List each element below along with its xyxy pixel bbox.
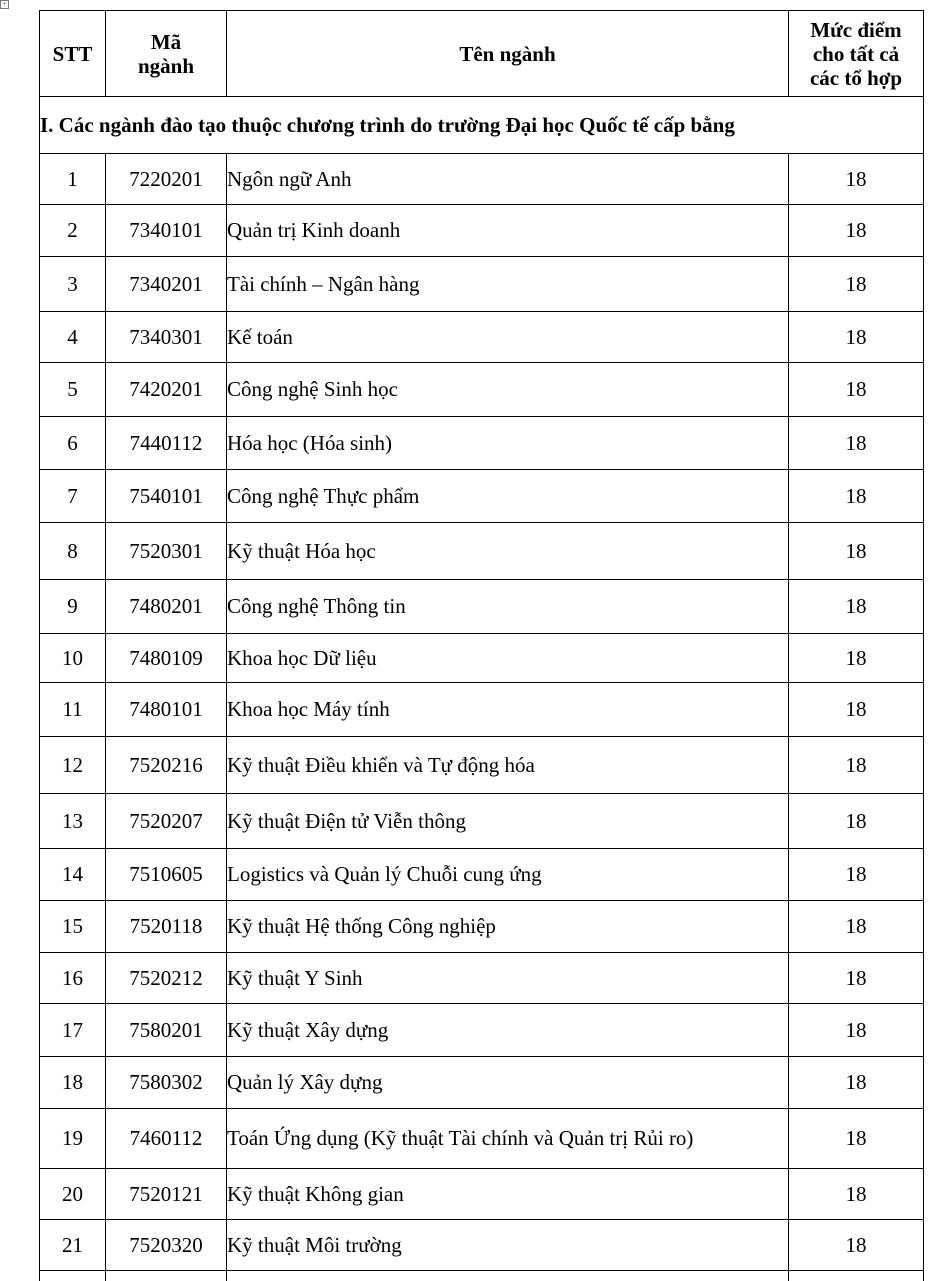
row-name: Kỹ thuật Xây dựng (227, 1004, 789, 1057)
row-stt: 5 (40, 363, 106, 417)
row-stt: 4 (40, 312, 106, 363)
row-name: Khoa học Dữ liệu (227, 634, 789, 683)
row-stt: 12 (40, 737, 106, 794)
row-name: Quản trị Kinh doanh (227, 205, 789, 257)
row-name: Kỹ thuật Môi trường (227, 1220, 789, 1271)
row-score: 18 (789, 417, 924, 470)
row-code: 7480101 (106, 683, 227, 737)
row-score: 18 (789, 683, 924, 737)
row-stt: 19 (40, 1109, 106, 1169)
row-score: 18 (789, 257, 924, 312)
partial-cell (789, 1271, 924, 1281)
row-stt: 9 (40, 580, 106, 634)
row-stt: 8 (40, 523, 106, 580)
row-score: 18 (789, 849, 924, 901)
row-score: 18 (789, 363, 924, 417)
table-row (40, 417, 924, 470)
row-score: 18 (789, 154, 924, 205)
row-name: Công nghệ Sinh học (227, 363, 789, 417)
table-row (40, 523, 924, 580)
row-name: Hóa học (Hóa sinh) (227, 417, 789, 470)
row-score: 18 (789, 634, 924, 683)
row-score: 18 (789, 205, 924, 257)
table-row (40, 1004, 924, 1057)
table-row (40, 901, 924, 953)
row-code: 7510605 (106, 849, 227, 901)
row-code: 7520320 (106, 1220, 227, 1271)
row-code: 7440112 (106, 417, 227, 470)
row-score: 18 (789, 953, 924, 1004)
table-row (40, 849, 924, 901)
row-code: 7220201 (106, 154, 227, 205)
table-body (40, 97, 924, 1281)
row-code: 7520301 (106, 523, 227, 580)
admissions-table (39, 10, 924, 1281)
table-row (40, 580, 924, 634)
row-score: 18 (789, 1057, 924, 1109)
row-score: 18 (789, 312, 924, 363)
row-name: Kế toán (227, 312, 789, 363)
table-row (40, 470, 924, 523)
row-score: 18 (789, 580, 924, 634)
row-stt: 1 (40, 154, 106, 205)
row-stt: 16 (40, 953, 106, 1004)
table-row (40, 794, 924, 849)
row-name: Kỹ thuật Không gian (227, 1169, 789, 1220)
row-stt: 6 (40, 417, 106, 470)
row-stt: 10 (40, 634, 106, 683)
row-code: 7520121 (106, 1169, 227, 1220)
row-stt: 2 (40, 205, 106, 257)
table-row (40, 257, 924, 312)
row-code: 7520207 (106, 794, 227, 849)
row-name: Kỹ thuật Điện tử Viễn thông (227, 794, 789, 849)
table-row (40, 205, 924, 257)
row-code: 7460112 (106, 1109, 227, 1169)
row-code: 7420201 (106, 363, 227, 417)
table-row (40, 737, 924, 794)
header-code: Mã ngành (106, 11, 227, 97)
row-code: 7520212 (106, 953, 227, 1004)
table-move-handle[interactable]: + (0, 0, 9, 9)
section-row (40, 97, 924, 154)
row-name: Công nghệ Thông tin (227, 580, 789, 634)
table-row (40, 312, 924, 363)
row-name: Khoa học Máy tính (227, 683, 789, 737)
header-name: Tên ngành (227, 11, 789, 97)
partial-cell (227, 1271, 789, 1281)
partial-cell (40, 1271, 106, 1281)
row-code: 7340201 (106, 257, 227, 312)
row-stt: 13 (40, 794, 106, 849)
table-row (40, 683, 924, 737)
row-score: 18 (789, 1220, 924, 1271)
row-stt: 14 (40, 849, 106, 901)
row-name: Kỹ thuật Hóa học (227, 523, 789, 580)
row-code: 7340301 (106, 312, 227, 363)
header-row (40, 11, 924, 97)
row-stt: 18 (40, 1057, 106, 1109)
table-row (40, 1057, 924, 1109)
table-row (40, 634, 924, 683)
row-score: 18 (789, 737, 924, 794)
row-name: Quản lý Xây dựng (227, 1057, 789, 1109)
row-score: 18 (789, 901, 924, 953)
row-name: Kỹ thuật Điều khiển và Tự động hóa (227, 737, 789, 794)
table-row (40, 1169, 924, 1220)
row-stt: 7 (40, 470, 106, 523)
row-code: 7520216 (106, 737, 227, 794)
row-name: Kỹ thuật Hệ thống Công nghiệp (227, 901, 789, 953)
row-stt: 20 (40, 1169, 106, 1220)
row-name: Ngôn ngữ Anh (227, 154, 789, 205)
row-score: 18 (789, 1004, 924, 1057)
row-code: 7340101 (106, 205, 227, 257)
row-score: 18 (789, 1109, 924, 1169)
table-row-partial (40, 1271, 924, 1281)
table-row (40, 1109, 924, 1169)
row-stt: 15 (40, 901, 106, 953)
row-code: 7520118 (106, 901, 227, 953)
row-code: 7480109 (106, 634, 227, 683)
row-code: 7580201 (106, 1004, 227, 1057)
row-name: Công nghệ Thực phẩm (227, 470, 789, 523)
table-row (40, 363, 924, 417)
row-score: 18 (789, 1169, 924, 1220)
row-stt: 17 (40, 1004, 106, 1057)
row-stt: 21 (40, 1220, 106, 1271)
row-name: Logistics và Quản lý Chuỗi cung ứng (227, 849, 789, 901)
row-code: 7540101 (106, 470, 227, 523)
row-score: 18 (789, 470, 924, 523)
row-code: 7480201 (106, 580, 227, 634)
table-row (40, 1220, 924, 1271)
row-code: 7580302 (106, 1057, 227, 1109)
row-stt: 11 (40, 683, 106, 737)
table-row (40, 953, 924, 1004)
row-name: Toán Ứng dụng (Kỹ thuật Tài chính và Quản trị Rủi ro) (227, 1109, 789, 1169)
header-score: Mức điểm cho tất cả các tổ hợp (789, 11, 924, 97)
row-score: 18 (789, 523, 924, 580)
partial-cell (106, 1271, 227, 1281)
row-stt: 3 (40, 257, 106, 312)
table-row (40, 154, 924, 205)
row-name: Tài chính – Ngân hàng (227, 257, 789, 312)
row-name: Kỹ thuật Y Sinh (227, 953, 789, 1004)
header-stt: STT (40, 11, 106, 97)
row-score: 18 (789, 794, 924, 849)
section-title: I. Các ngành đào tạo thuộc chương trình do trường Đại học Quốc tế cấp bằng (40, 97, 924, 154)
